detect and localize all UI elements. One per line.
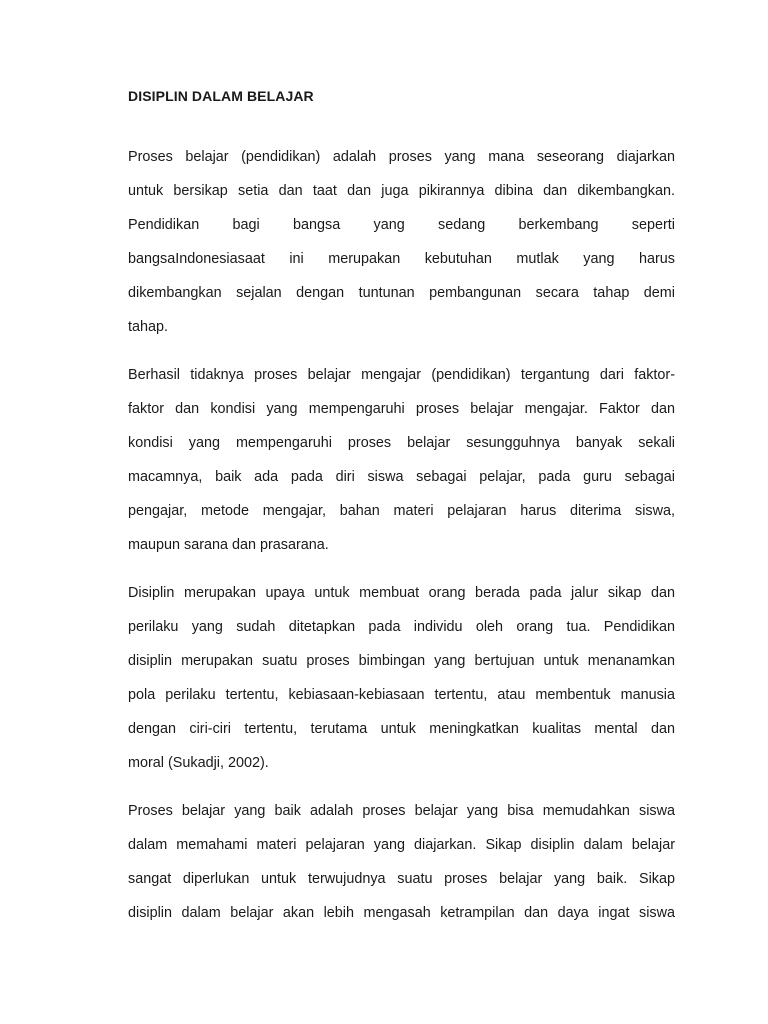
- document-body: [128, 86, 675, 944]
- text-line: moral (Sukadji, 2002).: [128, 755, 269, 771]
- text-line: pengajar, metode mengajar, bahan materi pelajaran harus diterima siswa,: [128, 503, 675, 519]
- text-line: kondisi yang mempengaruhi proses belajar sesungguhnya banyak sekali: [128, 435, 675, 451]
- text-line: disiplin dalam belajar akan lebih mengasah ketrampilan dan daya ingat siswa: [128, 905, 675, 921]
- text-line: macamnya, baik ada pada diri siswa sebagai pelajar, pada guru sebagai: [128, 469, 675, 485]
- document-title: DISIPLIN DALAM BELAJAR: [128, 88, 314, 104]
- paragraph: [128, 140, 675, 344]
- text-line: Berhasil tidaknya proses belajar mengajar (pendidikan) tergantung dari faktor-: [128, 367, 675, 383]
- paragraph: [128, 358, 675, 562]
- text-line: faktor dan kondisi yang mempengaruhi proses belajar mengajar. Faktor dan: [128, 401, 675, 417]
- text-line: sangat diperlukan untuk terwujudnya suatu proses belajar yang baik. Sikap: [128, 871, 675, 887]
- text-line: Proses belajar (pendidikan) adalah proses yang mana seseorang diajarkan: [128, 149, 675, 165]
- text-line: bangsaIndonesiasaat ini merupakan kebutuhan mutlak yang harus: [128, 251, 675, 267]
- text-line: Pendidikan bagi bangsa yang sedang berkembang seperti: [128, 217, 675, 233]
- text-line: pola perilaku tertentu, kebiasaan-kebiasaan tertentu, atau membentuk manusia: [128, 687, 675, 703]
- text-line: Disiplin merupakan upaya untuk membuat orang berada pada jalur sikap dan: [128, 585, 675, 601]
- text-line: dikembangkan sejalan dengan tuntunan pembangunan secara tahap demi: [128, 285, 675, 301]
- text-line: tahap.: [128, 319, 169, 335]
- text-line: dengan ciri-ciri tertentu, terutama untuk meningkatkan kualitas mental dan: [128, 721, 675, 737]
- text-line: Proses belajar yang baik adalah proses belajar yang bisa memudahkan siswa: [128, 803, 675, 819]
- text-line: perilaku yang sudah ditetapkan pada individu oleh orang tua. Pendidikan: [128, 619, 675, 635]
- text-line: untuk bersikap setia dan taat dan juga pikirannya dibina dan dikembangkan.: [128, 183, 675, 199]
- text-line: disiplin merupakan suatu proses bimbingan yang bertujuan untuk menanamkan: [128, 653, 675, 669]
- text-line: maupun sarana dan prasarana.: [128, 537, 329, 553]
- paragraph: [128, 794, 675, 930]
- text-line: dalam memahami materi pelajaran yang diajarkan. Sikap disiplin dalam belajar: [128, 837, 675, 853]
- paragraph: [128, 576, 675, 780]
